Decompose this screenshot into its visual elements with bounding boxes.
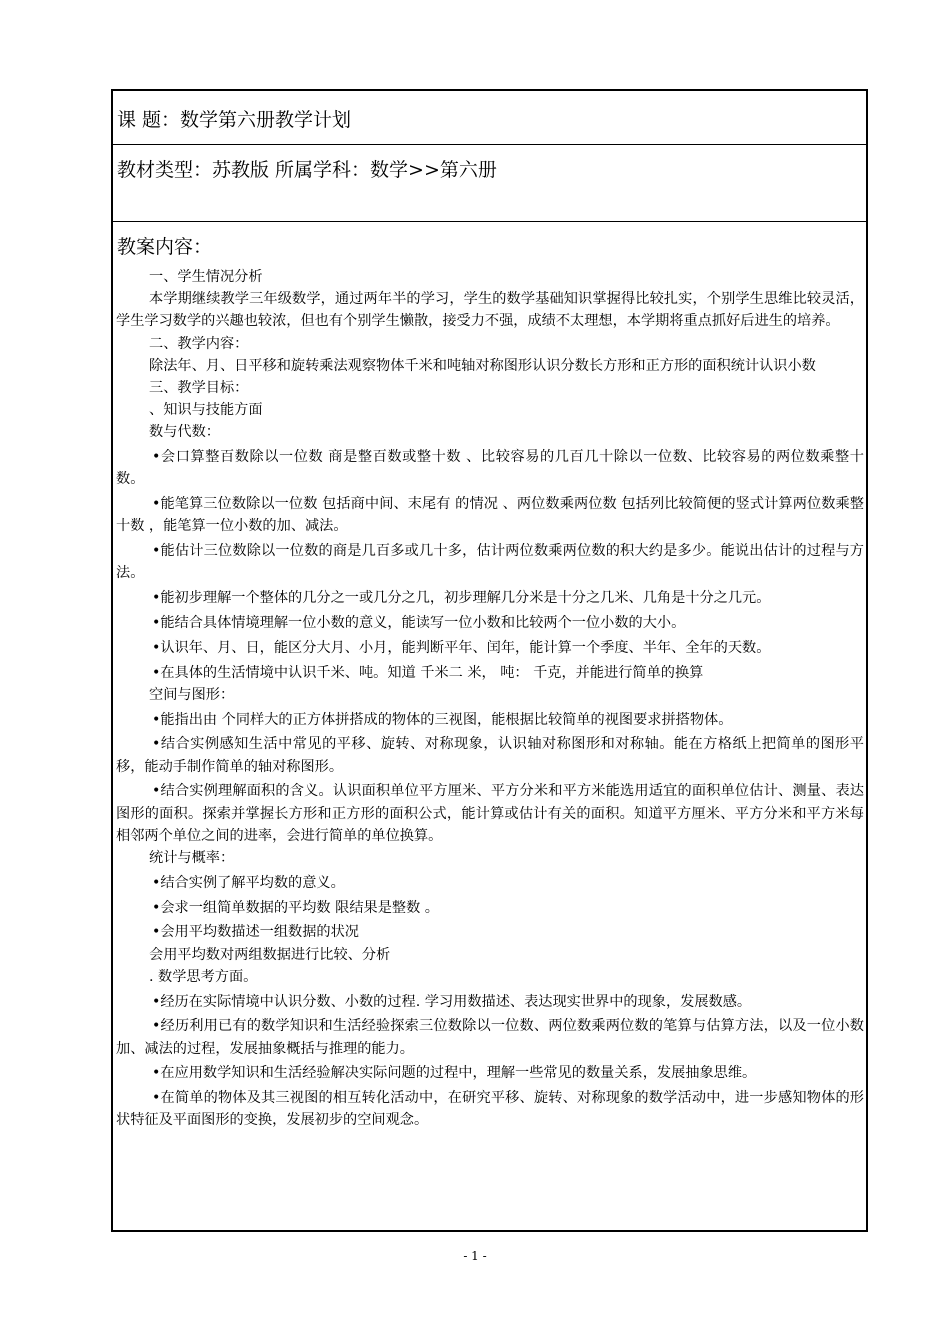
list-item: •会口算整百数除以一位数 商是整百数或整十数 、比较容易的几百几十除以一位数、比较容易的两位数乘整十数。 <box>116 449 864 488</box>
paragraph: 除法年、月、日平移和旋转乘法观察物体千米和吨轴对称图形认识分数长方形和正方形的面积统计认识小数 <box>149 357 816 374</box>
topic-row <box>113 91 866 145</box>
subsection-heading: 统计与概率： <box>149 850 235 867</box>
page-number: - 1 - <box>463 1249 487 1263</box>
list-item: •在应用数学知识和生活经验解决实际问题的过程中，理解一些常见的数量关系，发展抽象思维。 <box>152 1065 757 1082</box>
list-item: •能笔算三位数除以一位数 包括商中间、末尾有 的情况 、两位数乘两位数 包括列比较简便的竖式计算两位数乘整十数 ，能笔算一位小数的加、减法。 <box>116 496 864 535</box>
list-item: •能估计三位数除以一位数的商是几百多或几十多，估计两位数乘两位数的积大约是多少。能说出估计的过程与方法。 <box>116 543 864 582</box>
list-item: •能初步理解一个整体的几分之一或几分之几，初步理解几分米是十分之几米、几角是十分之几元。 <box>152 590 771 607</box>
section-heading: 三、教学目标： <box>149 380 249 397</box>
list-item: •会求一组简单数据的平均数 限结果是整数 。 <box>152 899 439 916</box>
list-item: •能结合具体情境理解一位小数的意义，能读写一位小数和比较两个一位小数的大小。 <box>152 615 686 632</box>
list-item: •结合实例感知生活中常见的平移、旋转、对称现象，认识轴对称图形和对称轴。能在方格纸上把简单的图形平移，能动手制作简单的轴对称图形。 <box>116 736 864 775</box>
subsection-heading: 空间与图形： <box>149 686 235 703</box>
list-item: •能指出由 个同样大的正方体拼搭成的物体的三视图，能根据比较简单的视图要求拼搭物体。 <box>152 711 733 728</box>
subsection-heading: 、知识与技能方面 <box>149 402 263 419</box>
list-item: •认识年、月、日，能区分大月、小月，能判断平年、闰年，能计算一个季度、半年、全年的天数。 <box>152 639 771 656</box>
list-item: •结合实例了解平均数的意义。 <box>152 874 345 891</box>
list-item: •会用平均数描述一组数据的状况 <box>152 924 359 941</box>
subsection-heading: . 数学思考方面。 <box>149 968 258 985</box>
topic-title: 课 题：数学第六册教学计划 <box>117 109 352 131</box>
list-item: •在具体的生活情境中认识千米、吨。知道 千米二 米， 吨： 千克，并能进行简单的换算 <box>152 664 704 681</box>
lesson-plan-table <box>111 89 868 1232</box>
section-heading: 一、学生情况分析 <box>149 269 263 285</box>
material-info: 教材类型：苏教版 所属学科：数学>>第六册 <box>117 159 497 181</box>
paragraph: 会用平均数对两组数据进行比较、分析 <box>149 946 391 963</box>
list-item: •结合实例理解面积的含义。认识面积单位平方厘米、平方分米和平方米能选用适宜的面积单位估计、测量、表达图形的面积。探索并掌握长方形和正方形的面积公式，能计算或估计有关的面积。知道平方厘米、平方分米和平方米每相邻两个单位之间的进率，会进行简单的单位换算。 <box>116 783 864 844</box>
section-heading: 二、教学内容： <box>149 335 249 352</box>
content-body <box>116 266 864 1132</box>
list-item: •经历利用已有的数学知识和生活经验探索三位数除以一位数、两位数乘两位数的笔算与估算方法，以及一位小数加、减法的过程，发展抽象概括与推理的能力。 <box>116 1018 864 1057</box>
list-item: •在简单的物体及其三视图的相互转化活动中，在研究平移、旋转、对称现象的数学活动中，进一步感知物体的形状特征及平面图形的变换，发展初步的空间观念。 <box>116 1090 864 1129</box>
paragraph: 本学期继续教学三年级数学，通过两年半的学习，学生的数学基础知识掌握得比较扎实，个别学生思维比较灵活，学生学习数学的兴趣也较浓，但也有个别学生懒散，接受力不强，成绩不太理想，本学期将重点抓好后进生的培养。 <box>116 291 864 330</box>
list-item: •经历在实际情境中认识分数、小数的过程. 学习用数描述、表达现实世界中的现象，发展数感。 <box>152 993 752 1010</box>
content-row <box>113 222 866 1230</box>
content-label: 教案内容： <box>117 236 213 258</box>
subsection-heading: 数与代数： <box>149 424 220 441</box>
material-row <box>113 145 866 222</box>
